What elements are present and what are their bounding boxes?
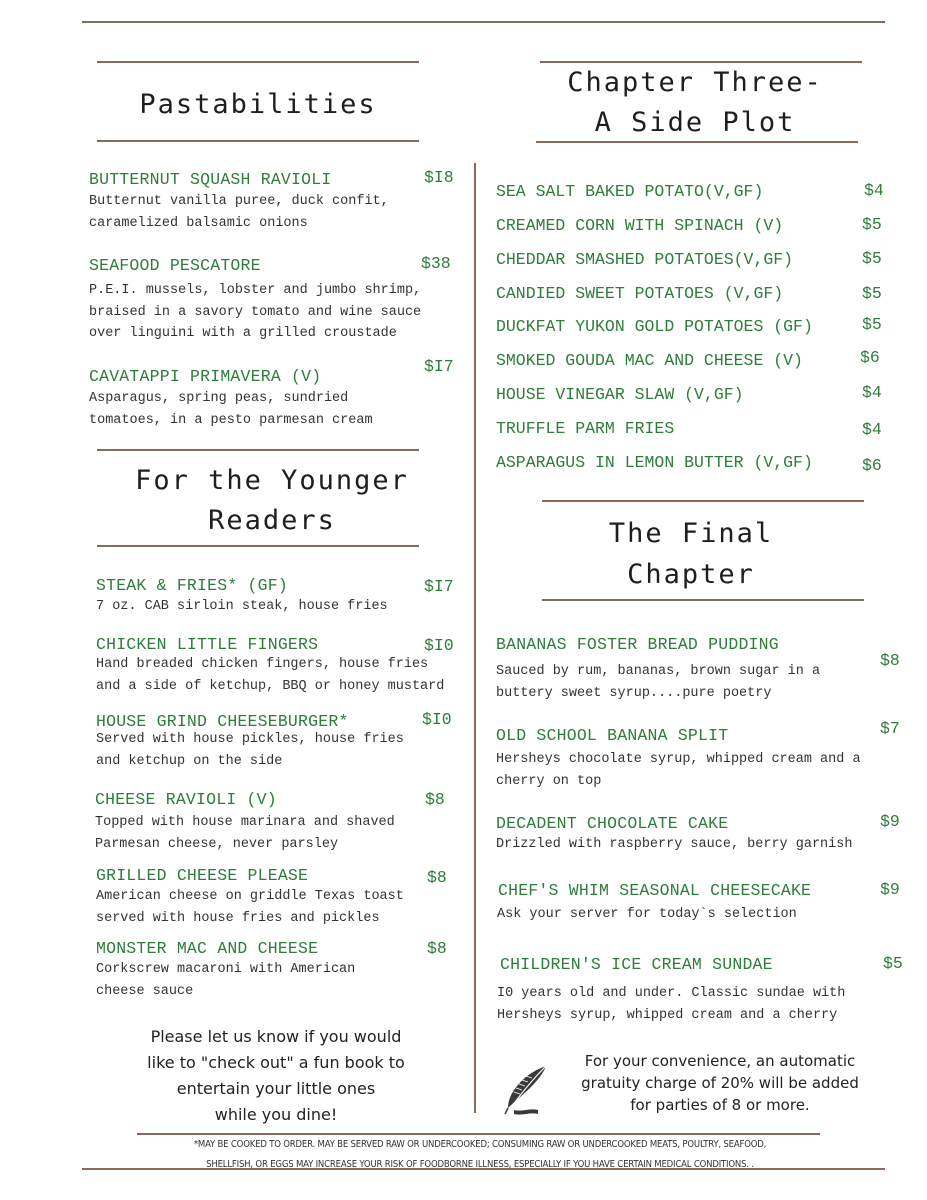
dessert-item-price: $8: [880, 651, 900, 670]
menu-item-description: American cheese on griddle Texas toast served with house fries and pickles: [96, 889, 404, 926]
younger-rule-top: [97, 449, 419, 451]
menu-item-name: BUTTERNUT SQUASH RAVIOLI: [89, 170, 332, 189]
side-item-price: $4: [862, 383, 882, 402]
menu-item-description: Hand breaded chicken fingers, house fries and a side of ketchup, BBQ or honey mustard: [96, 657, 445, 694]
desserts-rule-top: [542, 500, 864, 502]
pastabilities-rule-top: [97, 61, 419, 63]
menu-item-price: $I7: [424, 357, 454, 376]
younger-rule-bottom: [97, 545, 419, 547]
dessert-item-name: CHEF'S WHIM SEASONAL CHEESECAKE: [498, 881, 812, 900]
dessert-item-description: Sauced by rum, bananas, brown sugar in a buttery sweet syrup....pure poetry: [496, 664, 821, 701]
column-divider: [474, 163, 476, 1113]
menu-item-name: CHICKEN LITTLE FINGERS: [96, 635, 319, 654]
dessert-item-description: Drizzled with raspberry sauce, berry garnish: [496, 837, 853, 852]
side-item-price: $5: [862, 315, 882, 334]
side-item-name: SEA SALT BAKED POTATO(V,GF): [496, 182, 764, 201]
side-item-name: CANDIED SWEET POTATOES (V,GF): [496, 284, 784, 303]
menu-item-description: Served with house pickles, house fries and ketchup on the side: [96, 732, 404, 769]
menu-item-description: Asparagus, spring peas, sundried tomatoes, in a pesto parmesan cream: [89, 391, 373, 428]
top-rule: [82, 21, 885, 23]
dessert-item-price: $9: [880, 812, 900, 831]
pastabilities-heading: Pastabilities: [139, 89, 377, 120]
gratuity-note: For your convenience, an automatic gratuity charge of 20% will be added for parties of 8 or more.: [581, 1052, 859, 1114]
menu-item-description: Butternut vanilla puree, duck confit, caramelized balsamic onions: [89, 194, 389, 231]
younger-heading-line2: Readers: [208, 505, 336, 536]
menu-item-name: CHEESE RAVIOLI (V): [95, 790, 277, 809]
dessert-item-name: CHILDREN'S ICE CREAM SUNDAE: [500, 955, 773, 974]
menu-item-price: $I0: [424, 636, 454, 655]
menu-item-description: Topped with house marinara and shaved Parmesan cheese, never parsley: [95, 815, 395, 852]
dessert-item-price: $5: [883, 954, 903, 973]
quill-pen-icon: [500, 1062, 550, 1116]
side-item-name: DUCKFAT YUKON GOLD POTATOES (GF): [496, 317, 813, 336]
menu-item-description: P.E.I. mussels, lobster and jumbo shrimp, braised in a savory tomato and wine sauce over linguini with a grilled croustade: [89, 283, 422, 341]
menu-item-name: SEAFOOD PESCATORE: [89, 256, 261, 275]
menu-item-price: $8: [425, 790, 445, 809]
foodborne-illness-disclaimer-line2: SHELLFISH, OR EGGS MAY INCREASE YOUR RISK OF FOODBORNE ILLNESS, ESPECIALLY IF YOU HAVE CERTAIN MEDICAL CONDITIONS. .: [206, 1159, 754, 1170]
side-item-name: CHEDDAR SMASHED POTATOES(V,GF): [496, 250, 794, 269]
side-item-name: SMOKED GOUDA MAC AND CHEESE (V): [496, 351, 803, 370]
sides-heading-line2: A Side Plot: [594, 107, 796, 138]
menu-item-name: STEAK & FRIES* (GF): [96, 576, 288, 595]
book-checkout-note: Please let us know if you would like to "check out" a fun book to entertain your little ones while you dine!: [147, 1027, 405, 1124]
menu-item-price: $38: [421, 254, 451, 273]
menu-item-price: $I8: [424, 168, 454, 187]
side-item-price: $4: [864, 181, 884, 200]
menu-item-name: MONSTER MAC AND CHEESE: [96, 939, 319, 958]
dessert-item-price: $7: [880, 719, 900, 738]
sides-heading-line1: Chapter Three-: [567, 67, 823, 98]
menu-item-name: CAVATAPPI PRIMAVERA (V): [89, 367, 322, 386]
sides-rule-bottom: [536, 141, 858, 143]
menu-item-price: $I0: [422, 710, 452, 729]
pastabilities-rule-bottom: [97, 140, 419, 142]
side-item-price: $5: [862, 215, 882, 234]
menu-item-price: $I7: [424, 577, 454, 596]
younger-heading-line1: For the Younger: [135, 465, 409, 496]
menu-item-name: HOUSE GRIND CHEESEBURGER*: [96, 712, 349, 731]
dessert-item-name: OLD SCHOOL BANANA SPLIT: [496, 726, 729, 745]
dessert-item-price: $9: [880, 880, 900, 899]
dessert-item-description: I0 years old and under. Classic sundae with Hersheys syrup, whipped cream and a cherry: [497, 986, 846, 1023]
side-item-price: $6: [860, 348, 880, 367]
desserts-heading-line1: The Final: [608, 518, 774, 549]
side-item-name: HOUSE VINEGAR SLAW (V,GF): [496, 385, 744, 404]
side-item-name: TRUFFLE PARM FRIES: [496, 419, 675, 438]
desserts-rule-bottom: [542, 599, 864, 601]
desserts-heading-line2: Chapter: [627, 559, 755, 590]
dessert-item-description: Ask your server for today`s selection: [497, 907, 797, 922]
dessert-item-name: BANANAS FOSTER BREAD PUDDING: [496, 635, 779, 654]
side-item-name: ASPARAGUS IN LEMON BUTTER (V,GF): [496, 453, 813, 472]
side-item-name: CREAMED CORN WITH SPINACH (V): [496, 216, 784, 235]
side-item-price: $5: [862, 249, 882, 268]
menu-item-description: 7 oz. CAB sirloin steak, house fries: [96, 599, 388, 614]
foodborne-illness-disclaimer-line1: *MAY BE COOKED TO ORDER. MAY BE SERVED RAW OR UNDERCOOKED; CONSUMING RAW OR UNDERCOOKED MEATS, POULTRY, SEAFOOD,: [193, 1139, 767, 1150]
menu-item-price: $8: [427, 939, 447, 958]
side-item-price: $5: [862, 284, 882, 303]
menu-item-description: Corkscrew macaroni with American cheese sauce: [96, 962, 356, 999]
menu-item-name: GRILLED CHEESE PLEASE: [96, 866, 309, 885]
menu-item-price: $8: [427, 868, 447, 887]
side-item-price: $4: [862, 420, 882, 439]
dessert-item-description: Hersheys chocolate syrup, whipped cream and a cherry on top: [496, 752, 861, 789]
side-item-price: $6: [862, 456, 882, 475]
dessert-item-name: DECADENT CHOCOLATE CAKE: [496, 814, 729, 833]
